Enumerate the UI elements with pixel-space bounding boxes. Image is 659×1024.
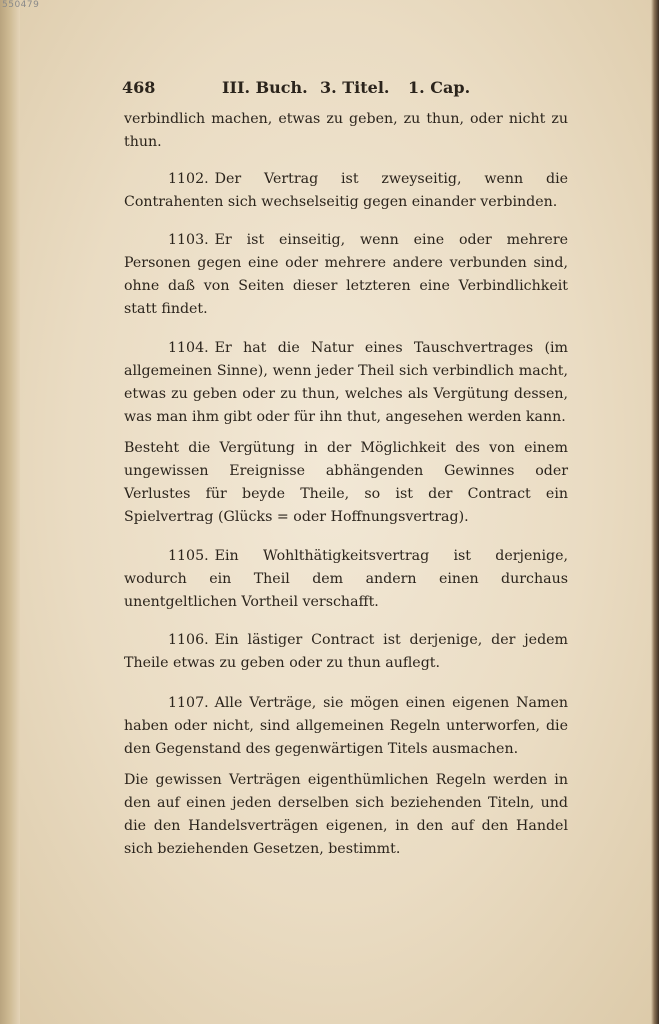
paragraph-text: Die gewissen Verträgen eigenthümlichen Regeln werden in den auf einen jeden derselben sich beziehenden Titeln, und die den Handelsverträgen eigenen, in den auf den Handel sich beziehenden Gesetzen, bestimmt. [124,772,568,857]
page-body [124,108,568,861]
paragraph-text: Alle Verträge, sie mögen einen eigenen Namen haben oder nicht, sind allgemeinen Regeln unterworfen, die den Gegenstand des gegenwärtigen Titels ausmachen. [124,695,568,757]
article-number: 1104. [168,340,209,356]
paragraph-text: Er hat die Natur eines Tauschvertrages (im allgemeinen Sinne), wenn jeder Theil sich verbindlich macht, etwas zu geben oder zu thun, welches als Vergütung dessen, was man ihm gibt oder für ihn thut, angesehen werden kann. [124,340,568,425]
page-number: 468 [122,78,156,97]
article-1106 [124,629,568,675]
article-number: 1103. [168,232,209,248]
article-1102 [124,168,568,214]
running-head [122,78,482,100]
binding-gutter [0,0,20,1024]
book-label: III. Buch. [222,78,308,97]
paragraph-text: Ein lästiger Contract ist derjenige, der jedem Theile etwas zu geben oder zu thun auflegt. [124,632,568,671]
article-number: 1106. [168,632,209,648]
paragraph-text: Der Vertrag ist zweyseitig, wenn die Contrahenten sich wechselseitig gegen einander verbinden. [124,171,568,210]
chapter-label: 1. Cap. [408,78,471,97]
title-label: 3. Titel. [320,78,390,97]
article-number: 1102. [168,171,209,187]
article-number: 1107. [168,695,209,711]
paragraph-text: verbindlich machen, etwas zu geben, zu thun, oder nicht zu thun. [124,111,568,150]
article-1107-continued [124,769,568,861]
article-1105 [124,545,568,614]
catalog-id: 550479 [2,0,40,10]
article-1103 [124,229,568,321]
paragraph-text: Ein Wohlthätigkeitsvertrag ist derjenige, wodurch ein Theil dem andern einen durchaus unentgeltlichen Vortheil verschafft. [124,548,568,610]
article-1104 [124,337,568,429]
article-1107 [124,692,568,761]
paragraph-continuation [124,108,568,154]
paragraph-text: Besteht die Vergütung in der Möglichkeit des von einem ungewissen Ereignisse abhängenden Gewinnes oder Verlustes für beyde Theile, so ist der Contract ein Spielvertrag (Glücks = oder Hoffnungsvertrag). [124,440,568,525]
page-edge-shadow [651,0,659,1024]
article-1104-continued [124,437,568,529]
article-number: 1105. [168,548,209,564]
paragraph-text: Er ist einseitig, wenn eine oder mehrere Personen gegen eine oder mehrere andere verbunden sind, ohne daß von Seiten dieser letzteren eine Verbindlichkeit statt findet. [124,232,568,317]
